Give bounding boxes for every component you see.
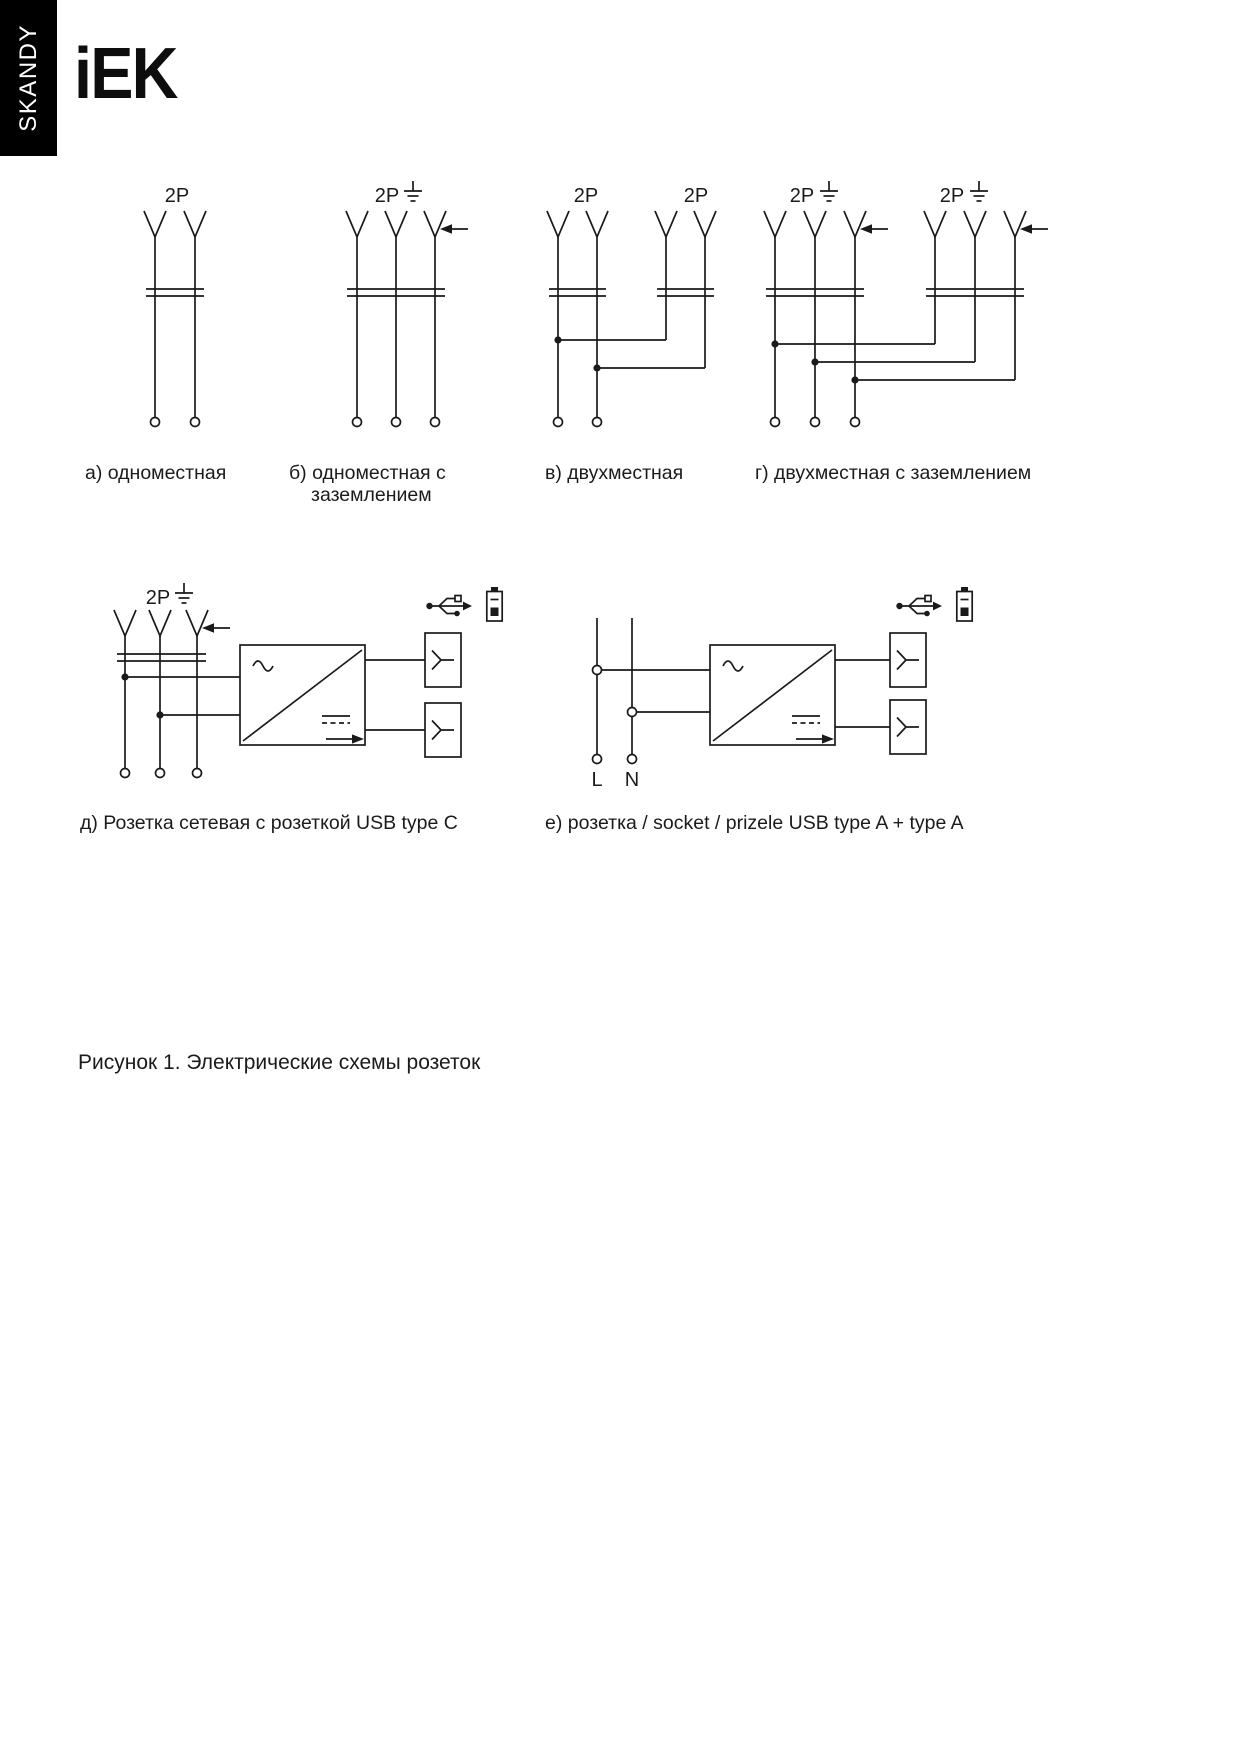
socket-contact-bar — [766, 289, 1024, 296]
diagram-double-socket — [540, 172, 730, 440]
pole-label-left: 2P — [573, 185, 599, 207]
earth-wire-arrow-icon — [440, 224, 468, 234]
plug-contact-icons — [764, 211, 1026, 237]
diagram-socket-usb-type-c — [105, 578, 525, 803]
series-tab — [0, 0, 57, 156]
wires — [558, 237, 705, 417]
caption-e: е) розетка / socket / prizele USB type A + type A — [545, 812, 964, 834]
wires — [125, 636, 425, 768]
usb-icon — [896, 596, 942, 617]
ground-icon — [404, 181, 422, 201]
brand-logo: iEK — [74, 34, 177, 114]
terminal-circles — [151, 418, 200, 427]
diagram-double-socket-earthed — [755, 172, 1055, 440]
terminal-circles — [554, 418, 602, 427]
plug-contact-icons — [114, 610, 208, 636]
wires — [597, 618, 890, 754]
tap-terminal-circles — [593, 666, 637, 717]
diagram-socket-usb-type-a — [585, 575, 985, 800]
earth-wire-arrow-icon — [202, 623, 230, 633]
terminal-circles — [121, 769, 202, 778]
ground-icon — [175, 583, 193, 603]
figure-caption: Рисунок 1. Электрические схемы розеток — [78, 1051, 481, 1074]
terminal-circles — [353, 418, 440, 427]
diagram-single-socket — [80, 172, 240, 440]
caption-v: в) двухместная — [545, 462, 684, 484]
ground-icon — [970, 181, 988, 201]
junction-dots — [121, 673, 163, 718]
usb-output-port — [890, 700, 926, 754]
pole-label: 2P — [145, 587, 171, 609]
usb-icon — [426, 596, 472, 617]
terminal-circles — [771, 418, 860, 427]
pole-label-right: 2P — [939, 185, 965, 207]
earth-wire-arrow-icon — [1020, 224, 1048, 234]
power-converter-module — [710, 645, 835, 745]
caption-a: а) одноместная — [85, 462, 227, 484]
plug-contact-icons — [144, 211, 206, 237]
caption-b: б) одноместная с заземлением — [289, 462, 446, 506]
terminal-label-n: N — [624, 769, 640, 791]
usb-output-port — [425, 633, 461, 687]
terminal-circles — [593, 755, 637, 764]
plug-contact-icons — [346, 211, 446, 237]
wires — [155, 237, 195, 417]
ground-icon — [820, 181, 838, 201]
caption-d: д) Розетка сетевая с розеткой USB type C — [80, 812, 458, 834]
battery-charge-icon — [487, 587, 502, 621]
plug-contact-icons — [547, 211, 716, 237]
pole-label-left: 2P — [789, 185, 815, 207]
power-converter-module — [240, 645, 365, 745]
caption-g: г) двухместная с заземлением — [755, 462, 1032, 484]
earth-wire-arrow-icon — [860, 224, 888, 234]
pole-label: 2P — [374, 185, 400, 207]
wires — [775, 237, 1015, 417]
pole-label: 2P — [164, 185, 190, 207]
usb-output-port — [425, 703, 461, 757]
pole-label-right: 2P — [683, 185, 709, 207]
socket-contact-bar — [117, 654, 206, 661]
battery-charge-icon — [957, 587, 972, 621]
socket-contact-bar — [549, 289, 714, 296]
diagram-single-socket-earthed — [333, 172, 493, 440]
wires — [357, 237, 435, 417]
usb-output-port — [890, 633, 926, 687]
series-name-label: SKANDY — [14, 24, 42, 132]
terminal-label-l: L — [591, 769, 603, 791]
junction-dots — [554, 336, 600, 371]
